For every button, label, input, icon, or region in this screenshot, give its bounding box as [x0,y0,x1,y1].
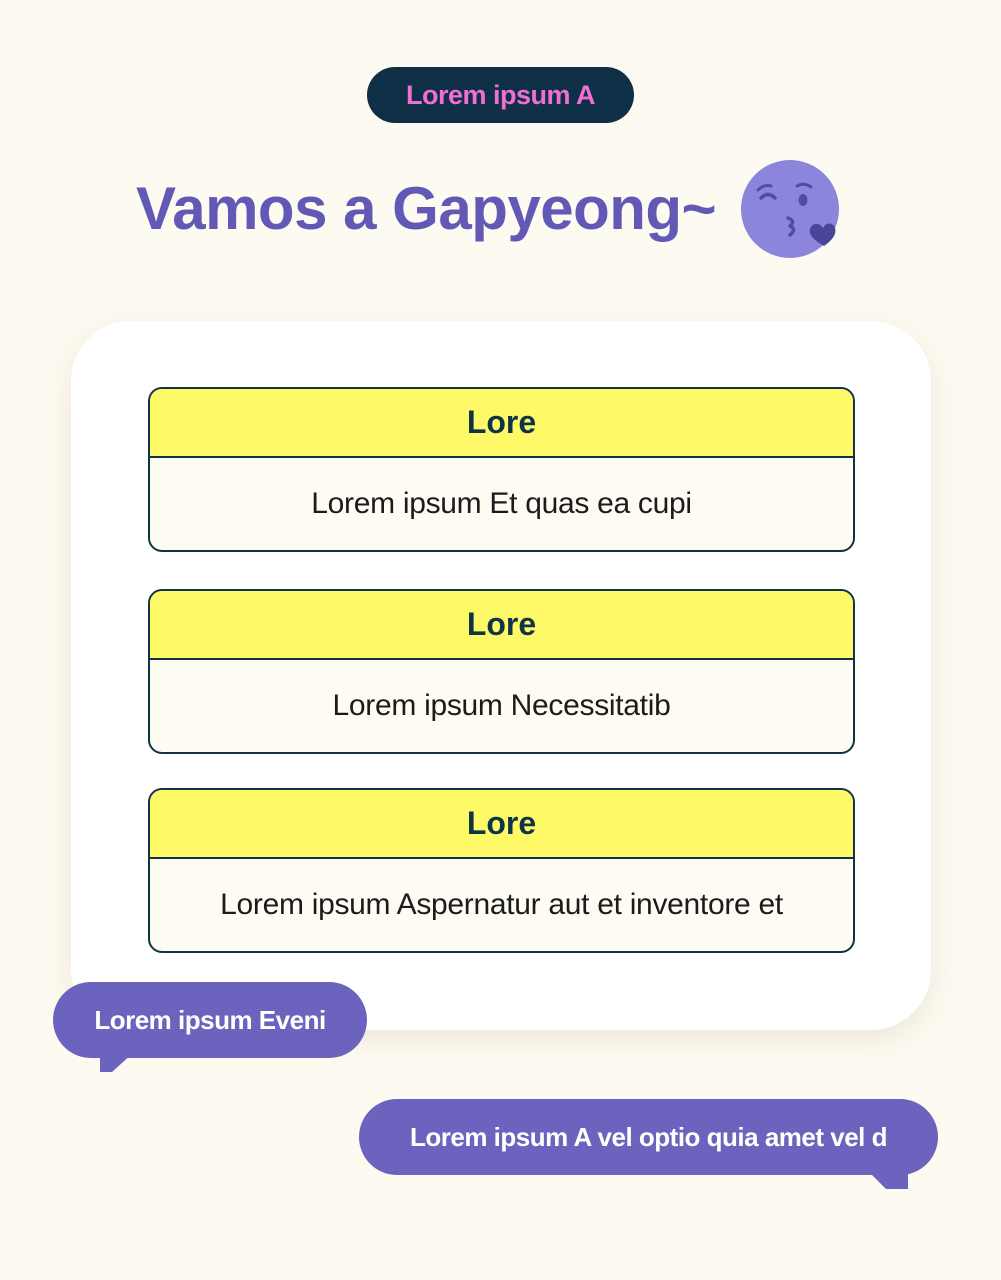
info-row-header: Lore [150,790,853,859]
info-row-text: Lorem ipsum Et quas ea cupi [311,487,692,520]
info-row-header: Lore [150,389,853,458]
info-row-text: Lorem ipsum Aspernatur aut et inventore et [220,888,783,921]
top-badge: Lorem ipsum A [367,67,634,123]
speech-bubble-right: Lorem ipsum A vel optio quia amet vel d [359,1099,938,1175]
info-row [148,788,855,953]
info-row [148,387,855,552]
content-card [71,321,931,1030]
page-title: Vamos a Gapyeong~ [136,175,717,242]
speech-bubble-left: Lorem ipsum Eveni [53,982,367,1058]
info-row [148,589,855,754]
info-row-header: Lore [150,591,853,660]
face-blowing-kiss-icon [741,160,841,260]
heading-row [0,160,1001,260]
info-row-text: Lorem ipsum Necessitatib [332,689,671,722]
